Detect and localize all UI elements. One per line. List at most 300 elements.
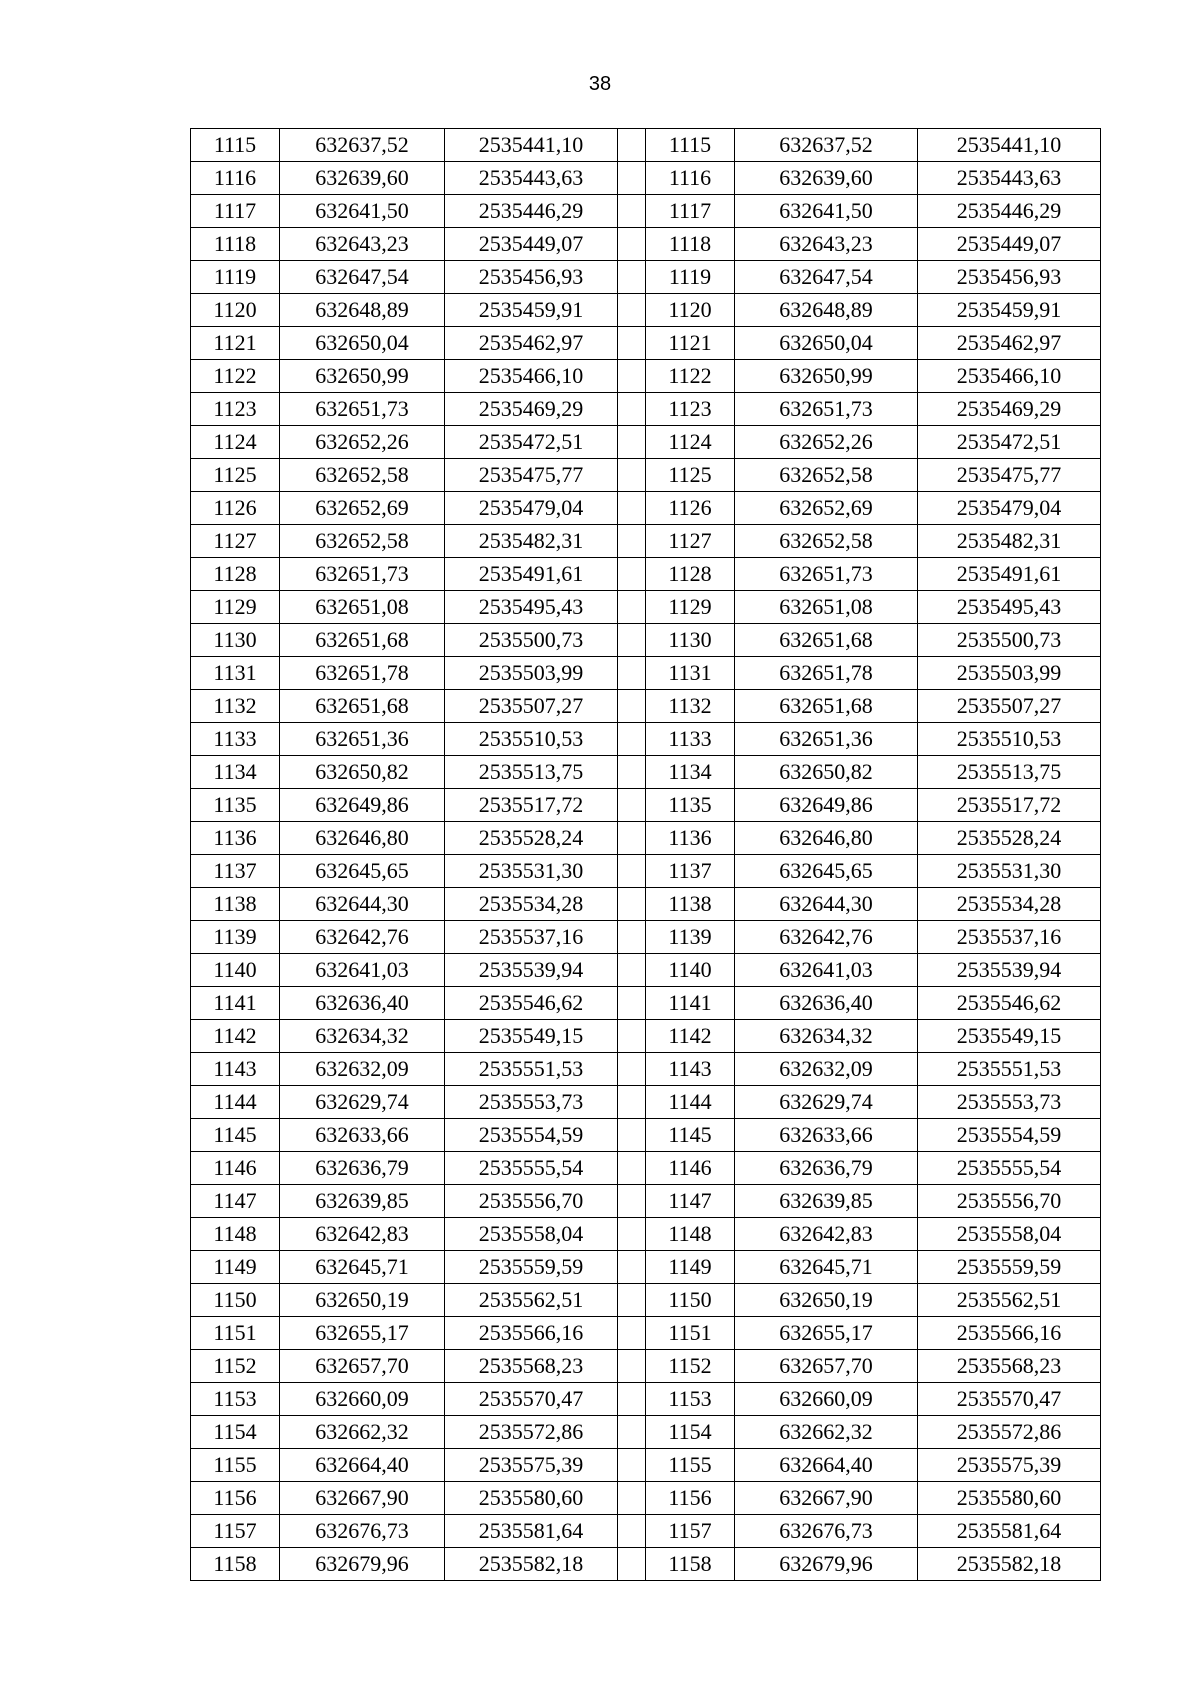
spacer-cell: [618, 1152, 646, 1185]
right-x-coordinate-cell: 632643,23: [735, 228, 918, 261]
spacer-cell: [618, 1383, 646, 1416]
left-point-number-cell: 1152: [191, 1350, 280, 1383]
table-row: [191, 1284, 1101, 1317]
left-y-coordinate-cell: 2535582,18: [445, 1548, 618, 1581]
table-row: [191, 492, 1101, 525]
right-x-coordinate-cell: 632651,08: [735, 591, 918, 624]
right-point-number-cell: 1149: [646, 1251, 735, 1284]
right-point-number-cell: 1122: [646, 360, 735, 393]
left-point-number-cell: 1150: [191, 1284, 280, 1317]
left-y-coordinate-cell: 2535482,31: [445, 525, 618, 558]
spacer-cell: [618, 1020, 646, 1053]
table-row: [191, 591, 1101, 624]
right-y-coordinate-cell: 2535528,24: [918, 822, 1101, 855]
left-point-number-cell: 1130: [191, 624, 280, 657]
left-point-number-cell: 1118: [191, 228, 280, 261]
right-point-number-cell: 1116: [646, 162, 735, 195]
left-point-number-cell: 1140: [191, 954, 280, 987]
right-point-number-cell: 1125: [646, 459, 735, 492]
left-x-coordinate-cell: 632650,82: [280, 756, 445, 789]
right-x-coordinate-cell: 632657,70: [735, 1350, 918, 1383]
right-y-coordinate-cell: 2535581,64: [918, 1515, 1101, 1548]
right-point-number-cell: 1118: [646, 228, 735, 261]
left-y-coordinate-cell: 2535549,15: [445, 1020, 618, 1053]
right-x-coordinate-cell: 632641,03: [735, 954, 918, 987]
left-point-number-cell: 1154: [191, 1416, 280, 1449]
table-row: [191, 624, 1101, 657]
right-x-coordinate-cell: 632646,80: [735, 822, 918, 855]
left-x-coordinate-cell: 632641,50: [280, 195, 445, 228]
right-y-coordinate-cell: 2535580,60: [918, 1482, 1101, 1515]
left-y-coordinate-cell: 2535528,24: [445, 822, 618, 855]
left-point-number-cell: 1149: [191, 1251, 280, 1284]
right-x-coordinate-cell: 632650,04: [735, 327, 918, 360]
right-y-coordinate-cell: 2535507,27: [918, 690, 1101, 723]
left-y-coordinate-cell: 2535539,94: [445, 954, 618, 987]
right-y-coordinate-cell: 2535566,16: [918, 1317, 1101, 1350]
right-y-coordinate-cell: 2535466,10: [918, 360, 1101, 393]
left-x-coordinate-cell: 632652,26: [280, 426, 445, 459]
right-point-number-cell: 1137: [646, 855, 735, 888]
right-point-number-cell: 1131: [646, 657, 735, 690]
right-y-coordinate-cell: 2535459,91: [918, 294, 1101, 327]
right-point-number-cell: 1130: [646, 624, 735, 657]
coordinates-table: [190, 128, 1101, 1581]
spacer-cell: [618, 789, 646, 822]
left-point-number-cell: 1124: [191, 426, 280, 459]
table-row: [191, 1152, 1101, 1185]
table-row: [191, 888, 1101, 921]
right-x-coordinate-cell: 632662,32: [735, 1416, 918, 1449]
left-point-number-cell: 1127: [191, 525, 280, 558]
right-y-coordinate-cell: 2535500,73: [918, 624, 1101, 657]
left-x-coordinate-cell: 632650,04: [280, 327, 445, 360]
right-y-coordinate-cell: 2535443,63: [918, 162, 1101, 195]
table-row: [191, 822, 1101, 855]
left-x-coordinate-cell: 632637,52: [280, 129, 445, 162]
left-y-coordinate-cell: 2535469,29: [445, 393, 618, 426]
spacer-cell: [618, 657, 646, 690]
left-y-coordinate-cell: 2535566,16: [445, 1317, 618, 1350]
left-point-number-cell: 1138: [191, 888, 280, 921]
right-y-coordinate-cell: 2535475,77: [918, 459, 1101, 492]
coordinates-table-body: [191, 129, 1101, 1581]
left-point-number-cell: 1141: [191, 987, 280, 1020]
left-point-number-cell: 1151: [191, 1317, 280, 1350]
left-y-coordinate-cell: 2535456,93: [445, 261, 618, 294]
left-x-coordinate-cell: 632639,60: [280, 162, 445, 195]
left-point-number-cell: 1155: [191, 1449, 280, 1482]
right-y-coordinate-cell: 2535553,73: [918, 1086, 1101, 1119]
left-x-coordinate-cell: 632660,09: [280, 1383, 445, 1416]
left-y-coordinate-cell: 2535491,61: [445, 558, 618, 591]
spacer-cell: [618, 756, 646, 789]
right-y-coordinate-cell: 2535562,51: [918, 1284, 1101, 1317]
right-x-coordinate-cell: 632636,40: [735, 987, 918, 1020]
right-x-coordinate-cell: 632639,60: [735, 162, 918, 195]
left-y-coordinate-cell: 2535466,10: [445, 360, 618, 393]
spacer-cell: [618, 954, 646, 987]
table-row: [191, 294, 1101, 327]
left-y-coordinate-cell: 2535575,39: [445, 1449, 618, 1482]
right-x-coordinate-cell: 632645,65: [735, 855, 918, 888]
spacer-cell: [618, 723, 646, 756]
left-x-coordinate-cell: 632629,74: [280, 1086, 445, 1119]
right-point-number-cell: 1119: [646, 261, 735, 294]
right-y-coordinate-cell: 2535558,04: [918, 1218, 1101, 1251]
spacer-cell: [618, 690, 646, 723]
right-y-coordinate-cell: 2535510,53: [918, 723, 1101, 756]
right-y-coordinate-cell: 2535559,59: [918, 1251, 1101, 1284]
right-point-number-cell: 1138: [646, 888, 735, 921]
left-point-number-cell: 1120: [191, 294, 280, 327]
table-row: [191, 558, 1101, 591]
left-y-coordinate-cell: 2535510,53: [445, 723, 618, 756]
table-row: [191, 327, 1101, 360]
right-x-coordinate-cell: 632652,58: [735, 525, 918, 558]
left-x-coordinate-cell: 632652,69: [280, 492, 445, 525]
table-row: [191, 1548, 1101, 1581]
right-x-coordinate-cell: 632642,76: [735, 921, 918, 954]
page-number: 38: [588, 73, 612, 95]
right-x-coordinate-cell: 632650,19: [735, 1284, 918, 1317]
right-y-coordinate-cell: 2535503,99: [918, 657, 1101, 690]
right-x-coordinate-cell: 632641,50: [735, 195, 918, 228]
spacer-cell: [618, 360, 646, 393]
left-x-coordinate-cell: 632636,40: [280, 987, 445, 1020]
right-point-number-cell: 1139: [646, 921, 735, 954]
left-y-coordinate-cell: 2535513,75: [445, 756, 618, 789]
table-row: [191, 789, 1101, 822]
left-y-coordinate-cell: 2535475,77: [445, 459, 618, 492]
table-row: [191, 690, 1101, 723]
spacer-cell: [618, 591, 646, 624]
left-x-coordinate-cell: 632648,89: [280, 294, 445, 327]
right-y-coordinate-cell: 2535551,53: [918, 1053, 1101, 1086]
right-point-number-cell: 1115: [646, 129, 735, 162]
left-point-number-cell: 1117: [191, 195, 280, 228]
right-x-coordinate-cell: 632667,90: [735, 1482, 918, 1515]
left-x-coordinate-cell: 632650,19: [280, 1284, 445, 1317]
right-point-number-cell: 1153: [646, 1383, 735, 1416]
table-row: [191, 1086, 1101, 1119]
left-x-coordinate-cell: 632649,86: [280, 789, 445, 822]
table-row: [191, 855, 1101, 888]
left-y-coordinate-cell: 2535534,28: [445, 888, 618, 921]
spacer-cell: [618, 162, 646, 195]
right-point-number-cell: 1135: [646, 789, 735, 822]
right-x-coordinate-cell: 632652,58: [735, 459, 918, 492]
left-point-number-cell: 1153: [191, 1383, 280, 1416]
left-y-coordinate-cell: 2535479,04: [445, 492, 618, 525]
left-y-coordinate-cell: 2535562,51: [445, 1284, 618, 1317]
right-x-coordinate-cell: 632664,40: [735, 1449, 918, 1482]
left-x-coordinate-cell: 632641,03: [280, 954, 445, 987]
left-point-number-cell: 1122: [191, 360, 280, 393]
right-point-number-cell: 1156: [646, 1482, 735, 1515]
right-x-coordinate-cell: 632651,73: [735, 393, 918, 426]
right-x-coordinate-cell: 632629,74: [735, 1086, 918, 1119]
right-y-coordinate-cell: 2535534,28: [918, 888, 1101, 921]
right-y-coordinate-cell: 2535441,10: [918, 129, 1101, 162]
right-x-coordinate-cell: 632660,09: [735, 1383, 918, 1416]
left-y-coordinate-cell: 2535503,99: [445, 657, 618, 690]
right-y-coordinate-cell: 2535462,97: [918, 327, 1101, 360]
left-x-coordinate-cell: 632651,36: [280, 723, 445, 756]
left-y-coordinate-cell: 2535449,07: [445, 228, 618, 261]
left-x-coordinate-cell: 632651,68: [280, 624, 445, 657]
spacer-cell: [618, 393, 646, 426]
spacer-cell: [618, 294, 646, 327]
right-x-coordinate-cell: 632650,99: [735, 360, 918, 393]
table-row: [191, 525, 1101, 558]
left-y-coordinate-cell: 2535441,10: [445, 129, 618, 162]
right-y-coordinate-cell: 2535513,75: [918, 756, 1101, 789]
table-row: [191, 129, 1101, 162]
spacer-cell: [618, 261, 646, 294]
right-y-coordinate-cell: 2535469,29: [918, 393, 1101, 426]
left-y-coordinate-cell: 2535556,70: [445, 1185, 618, 1218]
table-row: [191, 1482, 1101, 1515]
right-x-coordinate-cell: 632651,68: [735, 690, 918, 723]
left-x-coordinate-cell: 632651,73: [280, 393, 445, 426]
left-x-coordinate-cell: 632679,96: [280, 1548, 445, 1581]
spacer-cell: [618, 558, 646, 591]
right-x-coordinate-cell: 632649,86: [735, 789, 918, 822]
spacer-cell: [618, 1416, 646, 1449]
left-point-number-cell: 1147: [191, 1185, 280, 1218]
left-point-number-cell: 1126: [191, 492, 280, 525]
right-y-coordinate-cell: 2535555,54: [918, 1152, 1101, 1185]
spacer-cell: [618, 1086, 646, 1119]
right-x-coordinate-cell: 632651,78: [735, 657, 918, 690]
left-x-coordinate-cell: 632636,79: [280, 1152, 445, 1185]
left-x-coordinate-cell: 632664,40: [280, 1449, 445, 1482]
left-point-number-cell: 1119: [191, 261, 280, 294]
right-x-coordinate-cell: 632648,89: [735, 294, 918, 327]
left-point-number-cell: 1134: [191, 756, 280, 789]
left-y-coordinate-cell: 2535551,53: [445, 1053, 618, 1086]
left-point-number-cell: 1136: [191, 822, 280, 855]
right-x-coordinate-cell: 632645,71: [735, 1251, 918, 1284]
right-point-number-cell: 1146: [646, 1152, 735, 1185]
left-y-coordinate-cell: 2535570,47: [445, 1383, 618, 1416]
right-x-coordinate-cell: 632652,26: [735, 426, 918, 459]
left-point-number-cell: 1123: [191, 393, 280, 426]
right-x-coordinate-cell: 632633,66: [735, 1119, 918, 1152]
right-x-coordinate-cell: 632637,52: [735, 129, 918, 162]
right-y-coordinate-cell: 2535549,15: [918, 1020, 1101, 1053]
left-point-number-cell: 1146: [191, 1152, 280, 1185]
spacer-cell: [618, 1053, 646, 1086]
left-x-coordinate-cell: 632651,73: [280, 558, 445, 591]
spacer-cell: [618, 1449, 646, 1482]
right-point-number-cell: 1126: [646, 492, 735, 525]
table-row: [191, 393, 1101, 426]
left-y-coordinate-cell: 2535555,54: [445, 1152, 618, 1185]
spacer-cell: [618, 228, 646, 261]
right-point-number-cell: 1117: [646, 195, 735, 228]
right-point-number-cell: 1152: [646, 1350, 735, 1383]
right-x-coordinate-cell: 632644,30: [735, 888, 918, 921]
left-x-coordinate-cell: 632650,99: [280, 360, 445, 393]
right-x-coordinate-cell: 632676,73: [735, 1515, 918, 1548]
right-point-number-cell: 1154: [646, 1416, 735, 1449]
right-y-coordinate-cell: 2535546,62: [918, 987, 1101, 1020]
left-x-coordinate-cell: 632642,76: [280, 921, 445, 954]
left-x-coordinate-cell: 632633,66: [280, 1119, 445, 1152]
right-point-number-cell: 1133: [646, 723, 735, 756]
spacer-cell: [618, 1284, 646, 1317]
right-point-number-cell: 1158: [646, 1548, 735, 1581]
spacer-cell: [618, 1119, 646, 1152]
left-point-number-cell: 1131: [191, 657, 280, 690]
table-row: [191, 657, 1101, 690]
right-y-coordinate-cell: 2535456,93: [918, 261, 1101, 294]
right-point-number-cell: 1128: [646, 558, 735, 591]
left-point-number-cell: 1157: [191, 1515, 280, 1548]
left-point-number-cell: 1144: [191, 1086, 280, 1119]
table-row: [191, 360, 1101, 393]
right-point-number-cell: 1141: [646, 987, 735, 1020]
right-point-number-cell: 1147: [646, 1185, 735, 1218]
left-y-coordinate-cell: 2535495,43: [445, 591, 618, 624]
spacer-cell: [618, 195, 646, 228]
left-y-coordinate-cell: 2535517,72: [445, 789, 618, 822]
left-point-number-cell: 1143: [191, 1053, 280, 1086]
right-point-number-cell: 1123: [646, 393, 735, 426]
right-y-coordinate-cell: 2535531,30: [918, 855, 1101, 888]
table-row: [191, 1020, 1101, 1053]
spacer-cell: [618, 327, 646, 360]
right-y-coordinate-cell: 2535479,04: [918, 492, 1101, 525]
left-y-coordinate-cell: 2535507,27: [445, 690, 618, 723]
left-y-coordinate-cell: 2535546,62: [445, 987, 618, 1020]
left-x-coordinate-cell: 632652,58: [280, 459, 445, 492]
left-y-coordinate-cell: 2535581,64: [445, 1515, 618, 1548]
table-row: [191, 195, 1101, 228]
left-x-coordinate-cell: 632651,68: [280, 690, 445, 723]
spacer-cell: [618, 1482, 646, 1515]
table-row: [191, 756, 1101, 789]
right-y-coordinate-cell: 2535449,07: [918, 228, 1101, 261]
right-x-coordinate-cell: 632652,69: [735, 492, 918, 525]
spacer-cell: [618, 492, 646, 525]
spacer-cell: [618, 822, 646, 855]
left-y-coordinate-cell: 2535500,73: [445, 624, 618, 657]
right-y-coordinate-cell: 2535517,72: [918, 789, 1101, 822]
table-row: [191, 459, 1101, 492]
left-x-coordinate-cell: 632642,83: [280, 1218, 445, 1251]
table-row: [191, 1383, 1101, 1416]
left-y-coordinate-cell: 2535472,51: [445, 426, 618, 459]
right-y-coordinate-cell: 2535554,59: [918, 1119, 1101, 1152]
right-x-coordinate-cell: 632647,54: [735, 261, 918, 294]
right-y-coordinate-cell: 2535495,43: [918, 591, 1101, 624]
right-y-coordinate-cell: 2535572,86: [918, 1416, 1101, 1449]
left-y-coordinate-cell: 2535459,91: [445, 294, 618, 327]
left-point-number-cell: 1145: [191, 1119, 280, 1152]
left-point-number-cell: 1125: [191, 459, 280, 492]
table-row: [191, 1350, 1101, 1383]
right-y-coordinate-cell: 2535582,18: [918, 1548, 1101, 1581]
right-point-number-cell: 1120: [646, 294, 735, 327]
spacer-cell: [618, 1548, 646, 1581]
right-y-coordinate-cell: 2535537,16: [918, 921, 1101, 954]
right-x-coordinate-cell: 632634,32: [735, 1020, 918, 1053]
left-x-coordinate-cell: 632657,70: [280, 1350, 445, 1383]
left-y-coordinate-cell: 2535446,29: [445, 195, 618, 228]
left-x-coordinate-cell: 632667,90: [280, 1482, 445, 1515]
right-y-coordinate-cell: 2535482,31: [918, 525, 1101, 558]
table-row: [191, 723, 1101, 756]
table-row: [191, 1317, 1101, 1350]
left-point-number-cell: 1142: [191, 1020, 280, 1053]
spacer-cell: [618, 987, 646, 1020]
left-point-number-cell: 1128: [191, 558, 280, 591]
right-y-coordinate-cell: 2535472,51: [918, 426, 1101, 459]
left-point-number-cell: 1132: [191, 690, 280, 723]
table-row: [191, 987, 1101, 1020]
left-point-number-cell: 1148: [191, 1218, 280, 1251]
table-row: [191, 1515, 1101, 1548]
left-point-number-cell: 1139: [191, 921, 280, 954]
left-point-number-cell: 1133: [191, 723, 280, 756]
right-y-coordinate-cell: 2535491,61: [918, 558, 1101, 591]
right-x-coordinate-cell: 632679,96: [735, 1548, 918, 1581]
right-x-coordinate-cell: 632651,73: [735, 558, 918, 591]
spacer-cell: [618, 624, 646, 657]
left-x-coordinate-cell: 632676,73: [280, 1515, 445, 1548]
right-x-coordinate-cell: 632650,82: [735, 756, 918, 789]
spacer-cell: [618, 459, 646, 492]
right-x-coordinate-cell: 632636,79: [735, 1152, 918, 1185]
spacer-cell: [618, 855, 646, 888]
table-row: [191, 1449, 1101, 1482]
left-y-coordinate-cell: 2535553,73: [445, 1086, 618, 1119]
right-point-number-cell: 1127: [646, 525, 735, 558]
right-point-number-cell: 1157: [646, 1515, 735, 1548]
right-y-coordinate-cell: 2535446,29: [918, 195, 1101, 228]
left-point-number-cell: 1137: [191, 855, 280, 888]
right-x-coordinate-cell: 632651,68: [735, 624, 918, 657]
right-y-coordinate-cell: 2535568,23: [918, 1350, 1101, 1383]
left-y-coordinate-cell: 2535443,63: [445, 162, 618, 195]
left-y-coordinate-cell: 2535554,59: [445, 1119, 618, 1152]
left-x-coordinate-cell: 632652,58: [280, 525, 445, 558]
table-row: [191, 426, 1101, 459]
table-row: [191, 1053, 1101, 1086]
spacer-cell: [618, 921, 646, 954]
left-x-coordinate-cell: 632645,65: [280, 855, 445, 888]
left-x-coordinate-cell: 632634,32: [280, 1020, 445, 1053]
right-x-coordinate-cell: 632639,85: [735, 1185, 918, 1218]
right-point-number-cell: 1140: [646, 954, 735, 987]
right-point-number-cell: 1136: [646, 822, 735, 855]
spacer-cell: [618, 129, 646, 162]
left-point-number-cell: 1135: [191, 789, 280, 822]
left-x-coordinate-cell: 632646,80: [280, 822, 445, 855]
spacer-cell: [618, 1317, 646, 1350]
spacer-cell: [618, 1251, 646, 1284]
right-y-coordinate-cell: 2535539,94: [918, 954, 1101, 987]
table-row: [191, 1218, 1101, 1251]
left-y-coordinate-cell: 2535531,30: [445, 855, 618, 888]
right-point-number-cell: 1132: [646, 690, 735, 723]
left-x-coordinate-cell: 632647,54: [280, 261, 445, 294]
right-x-coordinate-cell: 632632,09: [735, 1053, 918, 1086]
spacer-cell: [618, 426, 646, 459]
